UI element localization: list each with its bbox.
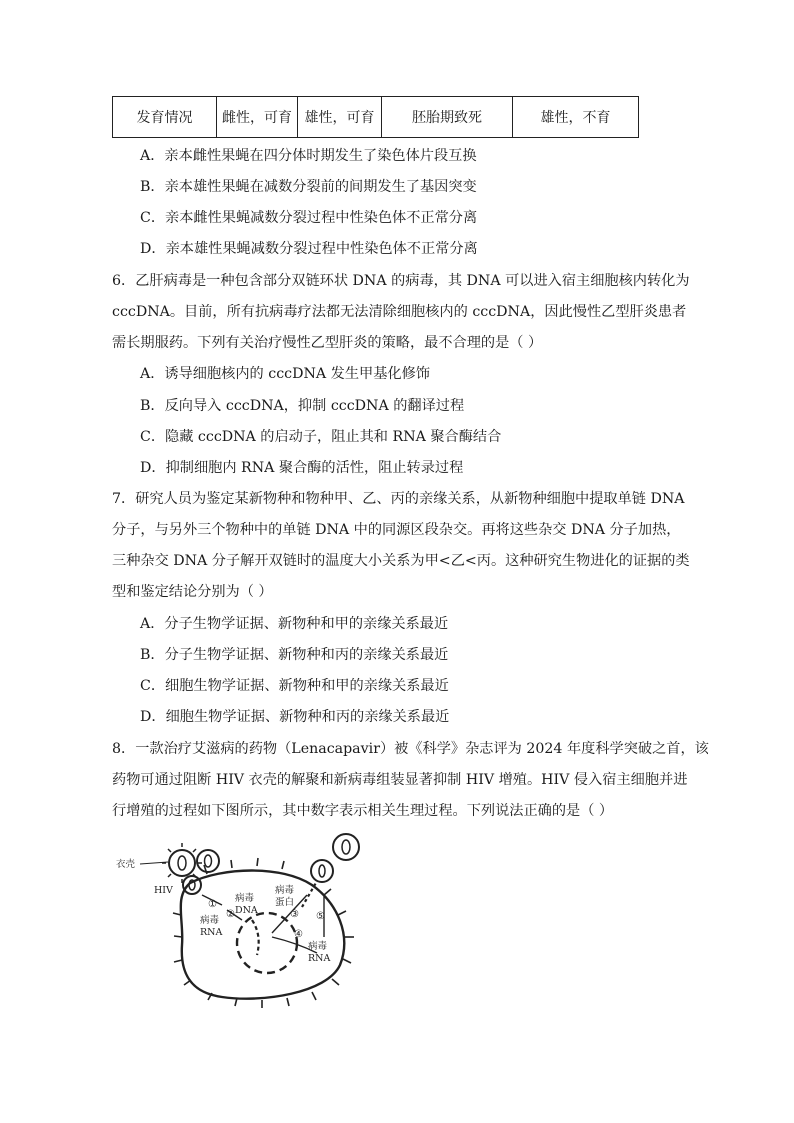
q7-stem-line-2: 分子，与另外三个物种中的单链 DNA 中的同源区段杂交。再将这些杂交 DNA 分子加热， <box>112 522 681 538</box>
table-cell: 雄性，不育 <box>513 97 639 138</box>
q6-stem-line-3: 需长期服药。下列有关治疗慢性乙型肝炎的策略，最不合理的是（ ） <box>112 335 543 351</box>
label-hiv: HIV <box>154 885 173 896</box>
label-viral-rna2-2: RNA <box>308 953 331 964</box>
q5-option-a: A．亲本雌性果蝇在四分体时期发生了染色体片段互换 <box>140 148 477 164</box>
hiv-particle-fusing <box>183 876 201 894</box>
hiv-particle-attaching <box>197 850 219 872</box>
hiv-particle-budding <box>311 834 359 882</box>
q8-stem-line-3: 行增殖的过程如下图所示，其中数字表示相关生理过程。下列说法正确的是（ ） <box>112 803 614 819</box>
q8-stem-line-2: 药物可通过阻断 HIV 衣壳的解聚和新病毒组装显著抑制 HIV 增殖。HIV 侵入宿主细胞并进 <box>112 772 688 788</box>
q6-stem-line-2: cccDNA。目前，所有抗病毒疗法都无法清除细胞核内的 cccDNA，因此慢性乙型肝炎患者 <box>112 304 687 320</box>
label-viral-protein-1: 病毒 <box>275 885 295 896</box>
table-cell: 雄性，可育 <box>298 97 382 138</box>
q5-option-c: C．亲本雌性果蝇减数分裂过程中性染色体不正常分离 <box>140 210 478 226</box>
nucleus <box>237 913 297 973</box>
hiv-replication-diagram <box>112 825 382 1010</box>
q6-option-c: C．隐藏 cccDNA 的启动子，阻止其和 RNA 聚合酶结合 <box>140 429 502 445</box>
q7-option-c: C．细胞生物学证据、新物种和甲的亲缘关系最近 <box>140 678 449 694</box>
q7-stem-line-1: 7．研究人员为鉴定某新物种和物种甲、乙、丙的亲缘关系，从新物种细胞中提取单链 DNA <box>112 491 685 507</box>
label-capsid: 衣壳 <box>116 859 136 870</box>
label-viral-protein-2: 蛋白 <box>275 897 295 908</box>
table-cell: 胚胎期致死 <box>382 97 513 138</box>
q7-option-a: A．分子生物学证据、新物种和甲的亲缘关系最近 <box>140 616 449 632</box>
q7-stem-line-3: 三种杂交 DNA 分子解开双链时的温度大小关系为甲<乙<丙。这种研究生物进化的证据的类 <box>112 553 690 569</box>
table-cell: 发育情况 <box>113 97 217 138</box>
label-viral-dna-1: 病毒 <box>235 893 255 904</box>
q7-option-b: B．分子生物学证据、新物种和丙的亲缘关系最近 <box>140 647 449 663</box>
step-1: ① <box>208 899 217 910</box>
q6-option-d: D．抑制细胞内 RNA 聚合酶的活性，阻止转录过程 <box>140 460 464 476</box>
q6-option-b: B．反向导入 cccDNA，抑制 cccDNA 的翻译过程 <box>140 398 465 414</box>
step-2: ② <box>226 909 235 920</box>
step-4: ④ <box>294 929 303 940</box>
table-row <box>113 97 639 138</box>
q5-option-b: B．亲本雄性果蝇在减数分裂前的间期发生了基因突变 <box>140 179 477 195</box>
label-viral-rna2-1: 病毒 <box>308 941 328 952</box>
q6-stem-line-1: 6．乙肝病毒是一种包含部分双链环状 DNA 的病毒，其 DNA 可以进入宿主细胞核内转化为 <box>112 273 690 289</box>
q6-option-a: A．诱导细胞核内的 cccDNA 发生甲基化修饰 <box>140 366 430 382</box>
label-viral-dna-2: DNA <box>235 905 258 916</box>
process-arrows <box>202 881 324 955</box>
q7-option-d: D．细胞生物学证据、新物种和丙的亲缘关系最近 <box>140 709 450 725</box>
table-cell: 雌性，可育 <box>217 97 298 138</box>
q5-option-d: D．亲本雄性果蝇减数分裂过程中性染色体不正常分离 <box>140 241 478 257</box>
step-3: ③ <box>290 909 299 920</box>
label-viral-rna-2: RNA <box>200 927 223 938</box>
step-5: ⑤ <box>316 911 325 922</box>
label-viral-rna-1: 病毒 <box>200 915 220 926</box>
q7-stem-line-4: 型和鉴定结论分别为（ ） <box>112 584 273 600</box>
q8-stem-line-1: 8．一款治疗艾滋病的药物（Lenacapavir）被《科学》杂志评为 2024 年度科学突破之首，该 <box>112 741 709 757</box>
phenotype-table <box>112 96 639 138</box>
